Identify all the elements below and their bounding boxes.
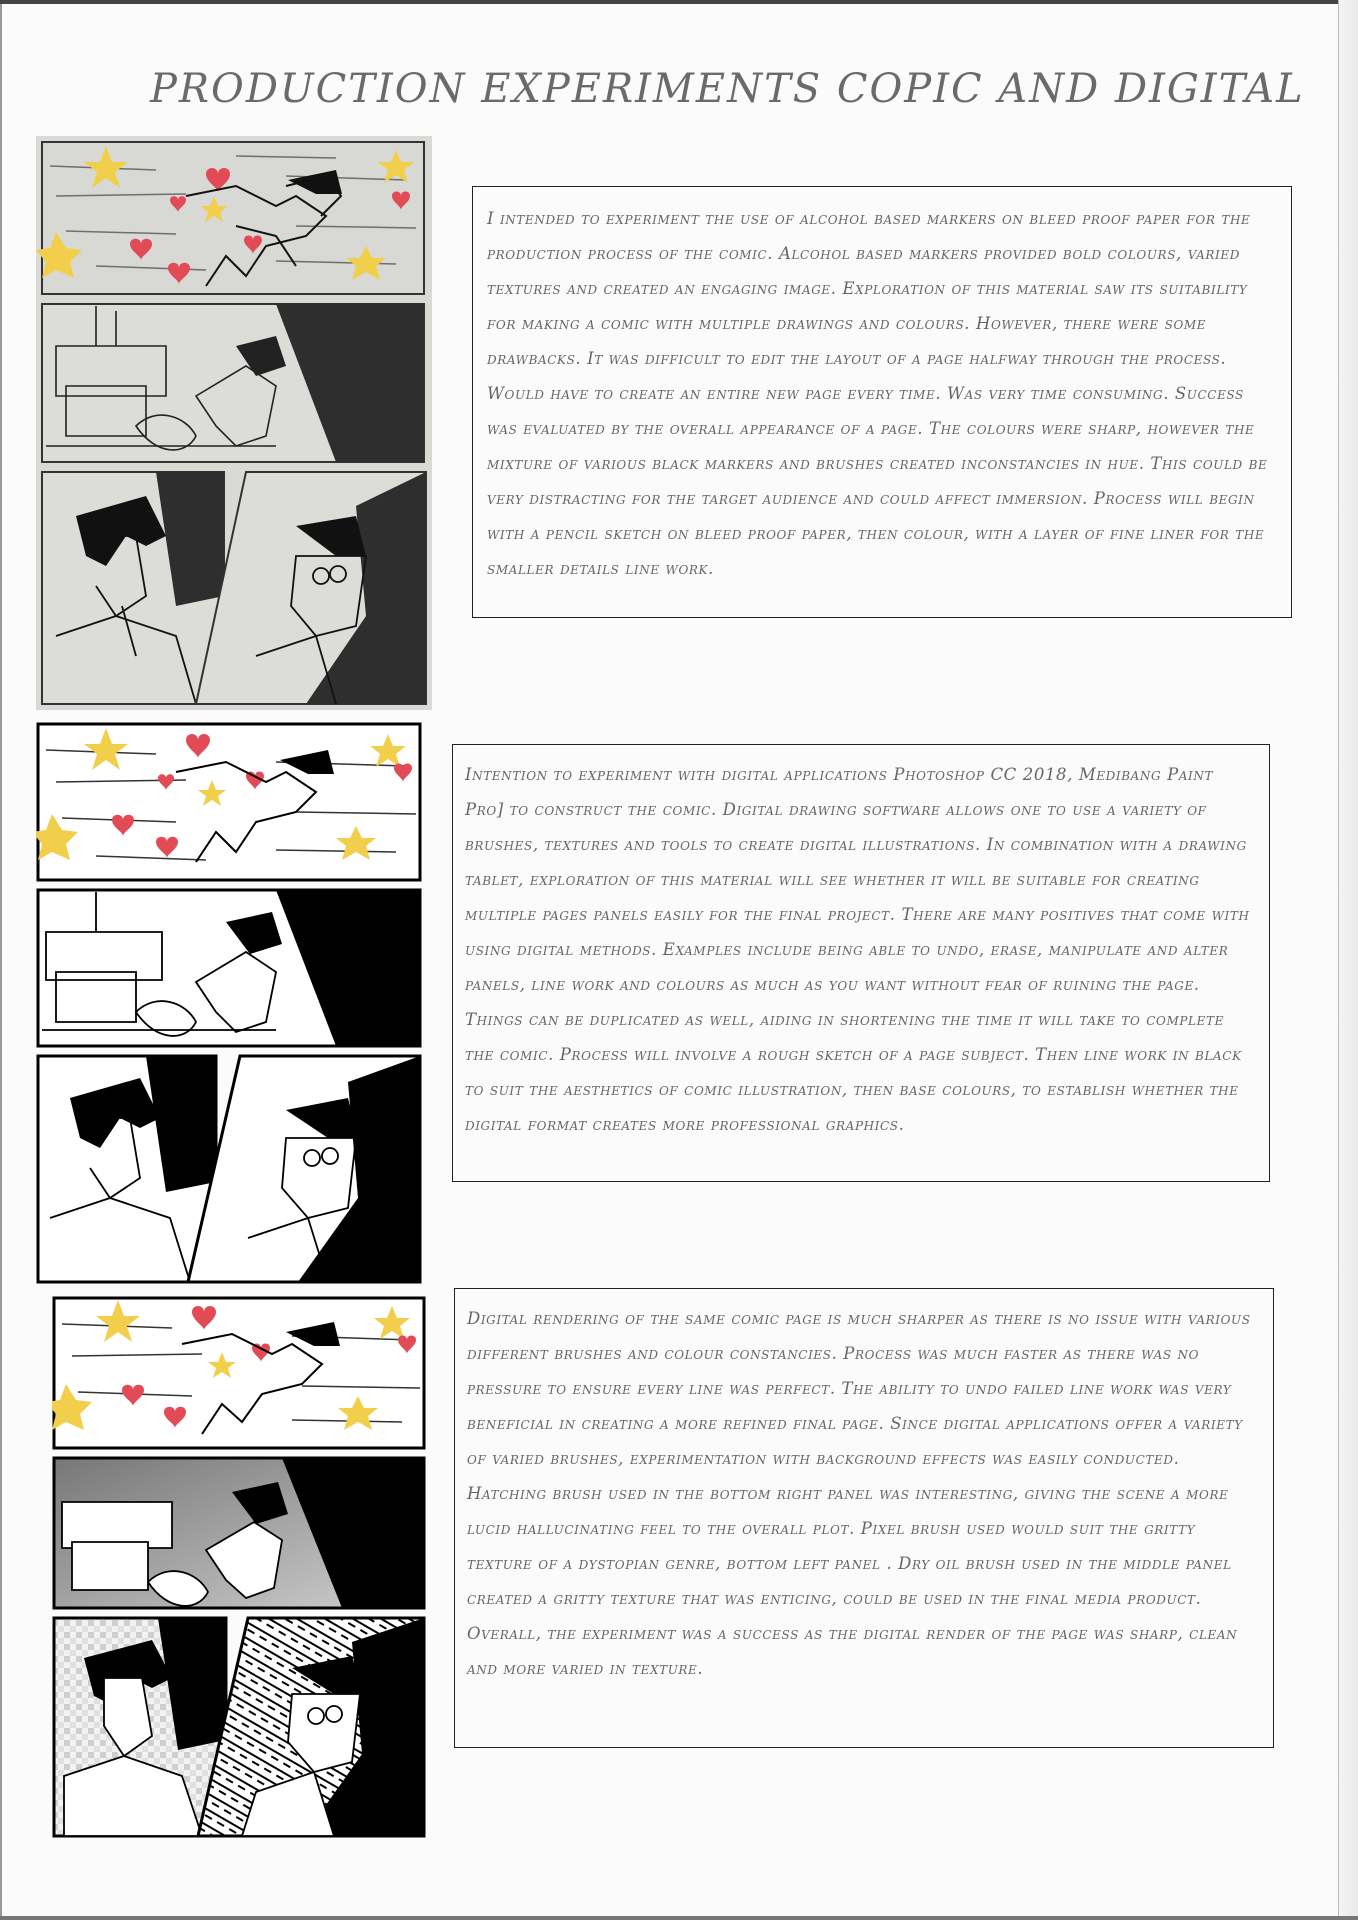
- copic-comic-illustration: [36, 136, 432, 710]
- digital-comic-page-image: [36, 722, 424, 1284]
- copic-comic-page-image: [36, 136, 432, 710]
- digital-render-evaluation: [454, 1288, 1274, 1748]
- digital-textured-comic-illustration: [52, 1296, 426, 1838]
- digital-render-evaluation-text: Digital rendering of the same comic page is much sharper as there is no issue with various different brushes and colour constancies. Process was much faster as there was no pressure to ensure every line was perfect. The ability to undo failed line work was very beneficial in creating a more refined final page. Since digital applications offer a variety of varied brushes, experimentation with background effects was easily conducted. Hatching brush used in the bottom right panel was interesting, giving the scene a more lucid hallucinating feel to the overall plot. Pixel brush used would suit the gritty texture of a dystopian genre, bottom left panel . Dry oil brush used in the middle panel created a gritty texture that was enticing, could be used in the final media product. Overall, the experiment was a success as the digital render of the page was sharp, clean and more varied in texture.: [467, 1309, 1251, 1678]
- copic-experiment-description: [472, 186, 1292, 618]
- page-edge-left: [0, 0, 2, 1920]
- page-title: PRODUCTION EXPERIMENTS COPIC AND DIGITAL: [150, 66, 1305, 112]
- digital-comic-illustration: [36, 722, 424, 1284]
- digital-experiment-text: Intention to experiment with digital applications Photoshop CC 2018, Medibang Paint Pro] to construct the comic. Digital drawing software allows one to use a variety of brushes, textures and tools to create digital illustrations. In combination with a drawing tablet, exploration of this material will see whether it will be suitable for creating multiple pages panels easily for the final project. There are many positives that come with using digital methods. Examples include being able to undo, erase, manipulate and alter panels, line work and colours as much as you want without fear of ruining the page. Things can be duplicated as well, aiding in shortening the time it will take to complete the comic. Process will involve a rough sketch of a page subject. Then line work in black to suit the aesthetics of comic illustration, then base colours, to establish whether the digital format creates more professional graphics.: [465, 765, 1250, 1134]
- digital-experiment-description: [452, 744, 1270, 1182]
- page-edge-bottom: [0, 1916, 1358, 1920]
- page-edge-top: [0, 0, 1358, 4]
- digital-textured-comic-page-image: [52, 1296, 426, 1838]
- page-edge-right: [1338, 0, 1358, 1920]
- copic-experiment-text: I intended to experiment the use of alcohol based markers on bleed proof paper for the production process of the comic. Alcohol based markers provided bold colours, varied textures and created an engaging image. Exploration of this material saw its suitability for making a comic with multiple drawings and colours. However, there were some drawbacks. It was difficult to edit the layout of a page halfway through the process. Would have to create an entire new page every time. Was very time consuming. Success was evaluated by the overall appearance of a page. The colours were sharp, however the mixture of various black markers and brushes created inconstancies in hue. This could be very distracting for the target audience and could affect immersion. Process will begin with a pencil sketch on bleed proof paper, then colour, with a layer of fine liner for the smaller details line work.: [487, 209, 1268, 578]
